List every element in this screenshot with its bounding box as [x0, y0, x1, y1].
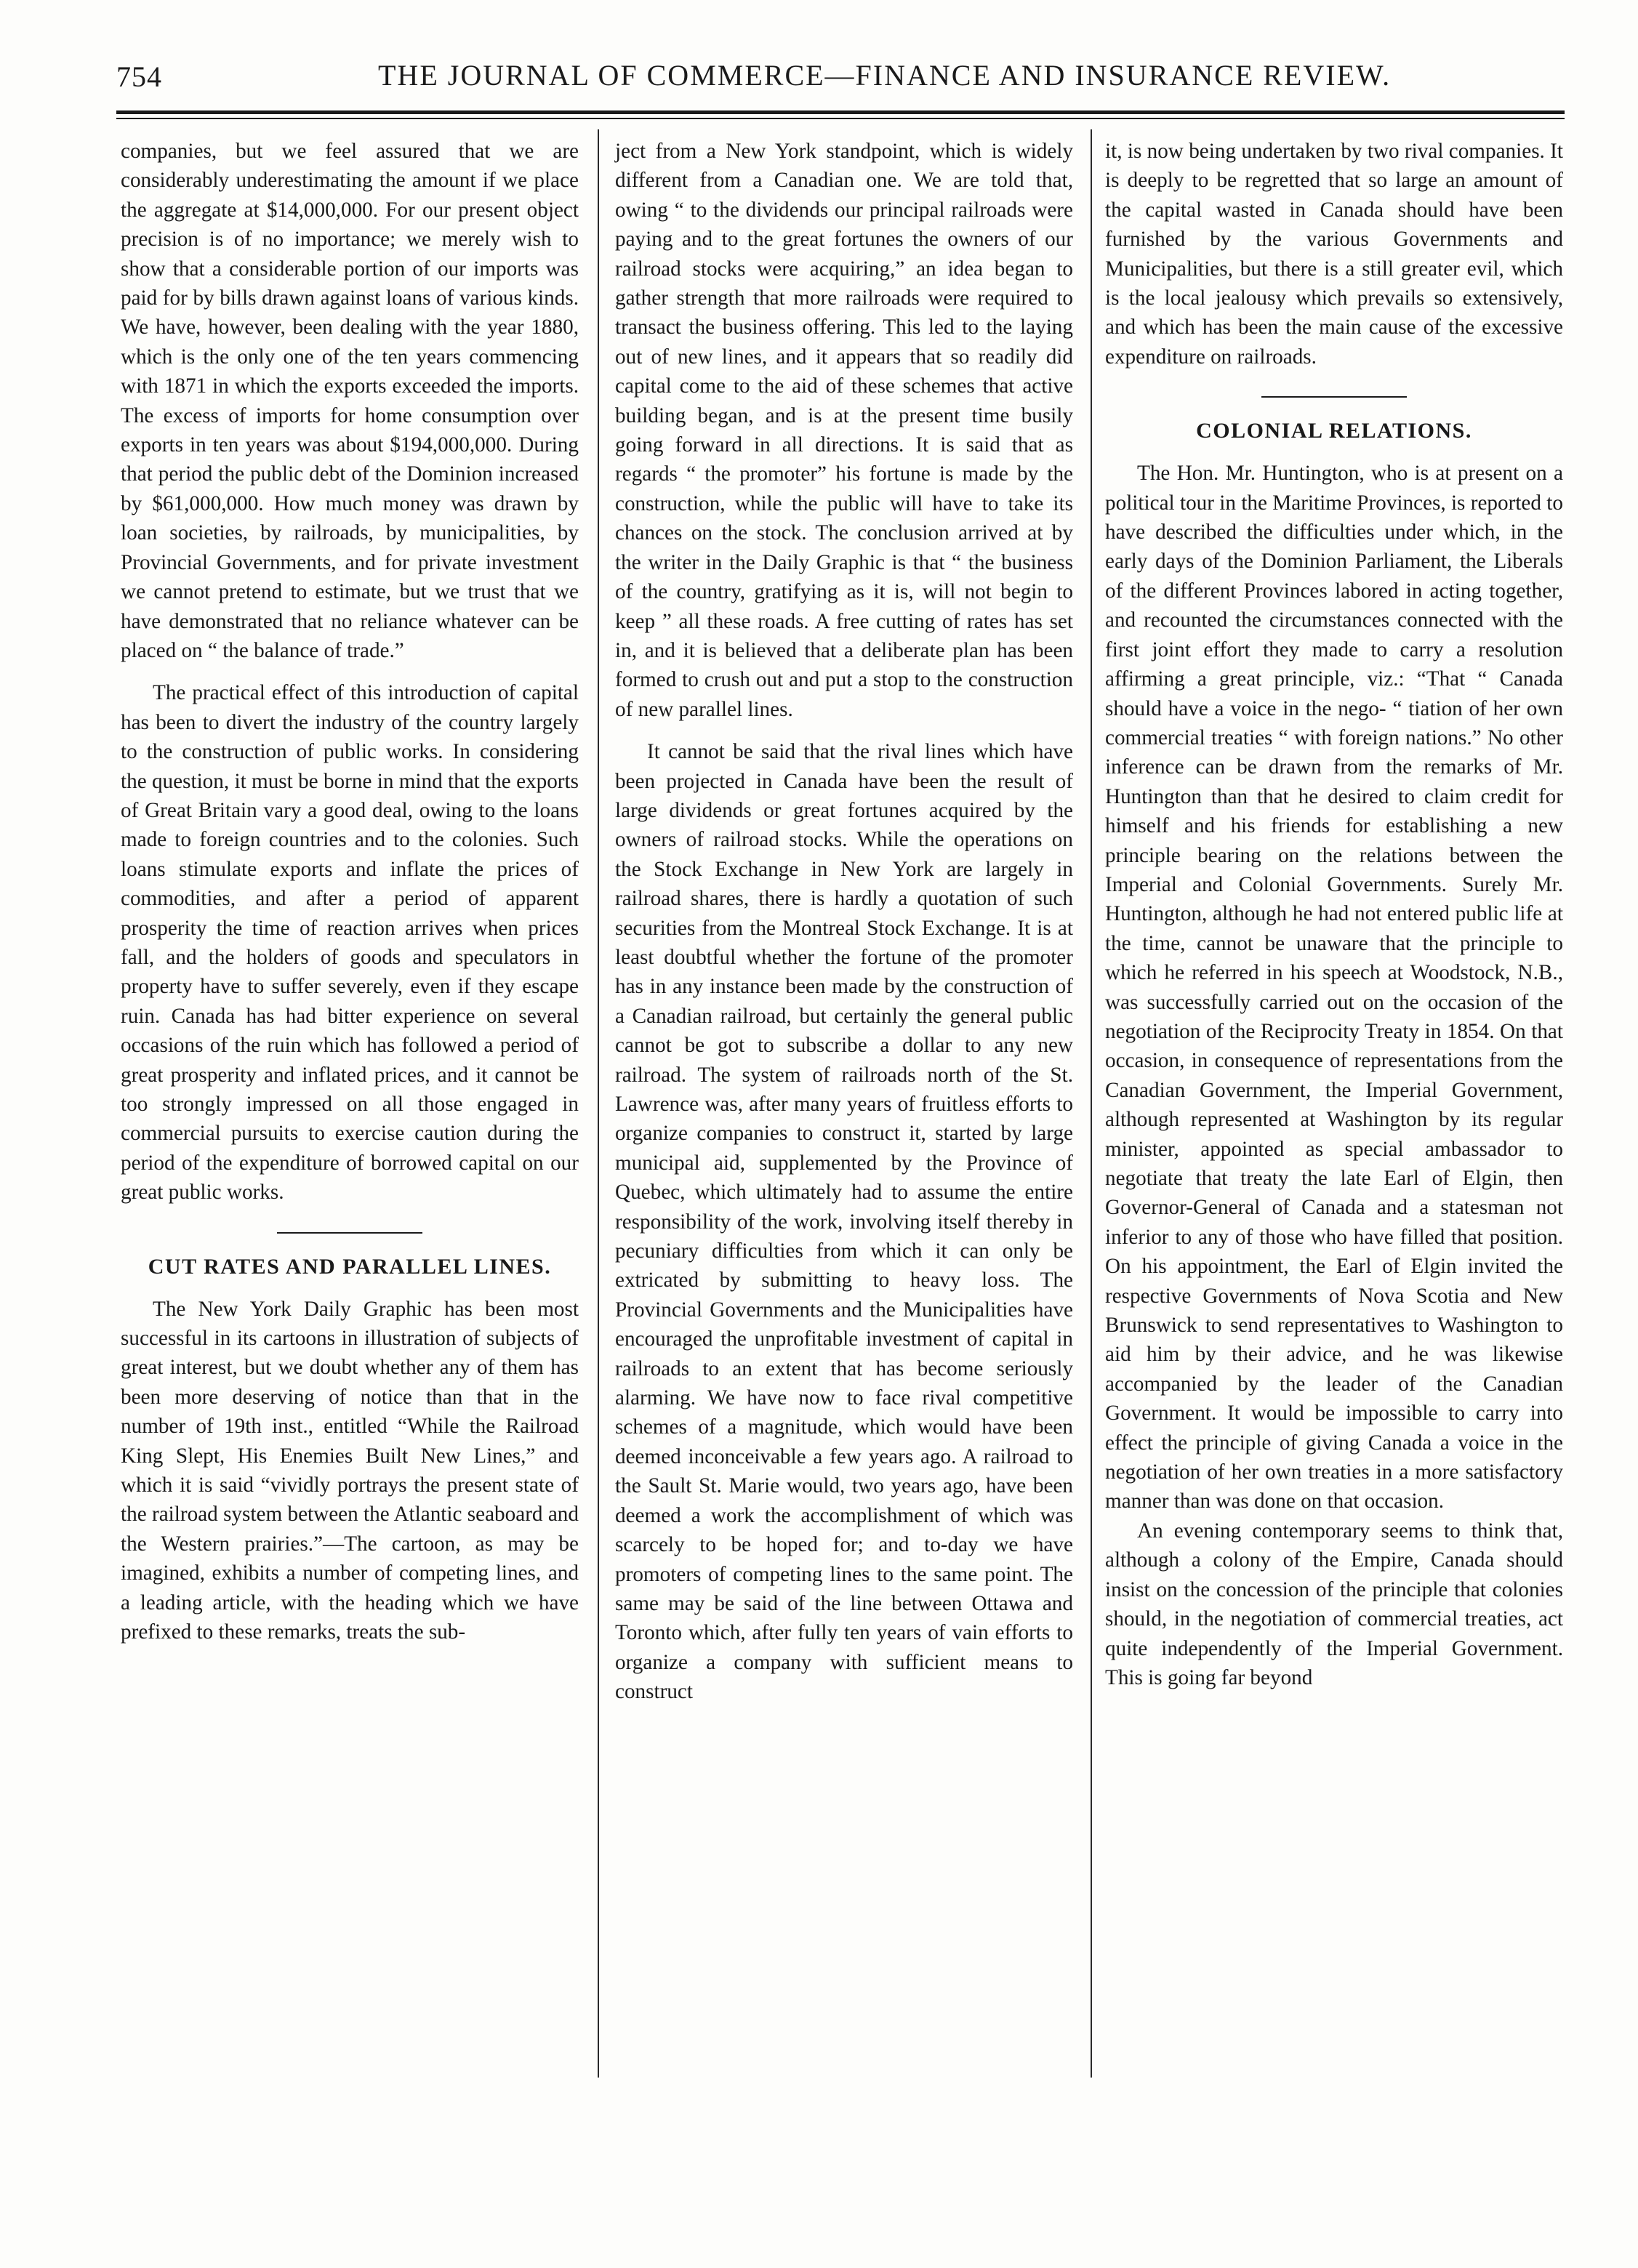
paragraph: It cannot be said that the rival lines which have been projected in Canada have been the result of large dividends or great fortunes acquired by the owners of railroad stocks. While the operations on the Stock Exchange in New York are largely in railroad shares, there is hardly a quotation of such securities from the Montreal Stock Exchange. It is at least doubtful whether the fortune of the promoter has in any instance been made by the construction of a Canadian railroad, but certainly the general public cannot be got to subscribe a dollar to any new railroad. The system of railroads north of the St. Lawrence was, after many years of fruitless efforts to organize companies to construct it, started by large municipal aid, supplemented by the Province of Quebec, which ultimately had to assume the entire responsibility of the work, involving itself thereby in pecuniary difficulties from which it can only be extricated by submitting to heavy loss. The Provincial Governments and the Municipalities have encouraged the unprofitable investment of capital in railroads to an extent that has become seriously alarming. We have now to face rival competitive schemes of a magnitude, which would have been deemed inconceivable a few years ago. A railroad to the Sault St. Marie would, two years ago, have been deemed a work the accomplishment of which was scarcely to be hoped for; and to-day we have promoters of competing lines to the same point. The same may be said of the line between Ottawa and Toronto which, after fully ten years of vain efforts to organize a company with sufficient means to construct — [615, 740, 1073, 1704]
column-divider-1 — [598, 129, 599, 2078]
column-2 — [615, 137, 1073, 1707]
paragraph: The New York Daily Graphic has been most successful in its cartoons in illustration of subjects of great interest, but we doubt whether any of them has been more deserving of notice than that in the number of 19th inst., entitled “While the Railroad King Slept, His Enemies Built New Lines,” and which it is said “vividly portrays the present state of the railroad system between the Atlantic seaboard and the Western prairies.”—The cartoon, as may be imagined, exhibits a number of competing lines, and a leading article, with the heading which we have prefixed to these remarks, treats the sub- — [121, 1297, 579, 1644]
paragraph: it, is now being undertaken by two rival companies. It is deeply to be regretted that so large an amount of the capital wasted in Canada should have been furnished by the various Governments and Municipalities, but there is a still greater evil, which is the local jealousy which prevails so extensively, and which has been the main cause of the excessive expenditure on railroads. — [1105, 140, 1563, 369]
paragraph: ject from a New York standpoint, which is widely different from a Canadian one. We are told that, owing “ to the dividends our principal railroads were paying and to the great fortunes the owners of our railroad stocks were acquiring,” an idea began to gather strength that more railroads were required to transact the business offering. This led to the laying out of new lines, and it appears that so readily did capital come to the aid of these schemes that active building began, and is at the present time busily going forward in all directions. It is said that as regards “ the promoter” his fortune is made by the construction, while the public will have to take its chances on the stock. The conclusion arrived at by the writer in the Daily Graphic is that “ the business of the country, gratifying as it is, will not begin to keep ” all these roads. A free cutting of rates has set in, and it is believed that a deliberate plan has been formed to crush out and put a stop to the construction of new parallel lines. — [615, 140, 1073, 721]
paragraph: The Hon. Mr. Huntington, who is at present on a political tour in the Maritime Provinces, is reported to have described the difficulties under which, in the early days of the Dominion Parliament, the Liberals of the different Provinces labored in acting together, and recounted the circumstances connected with the first joint effort they made to carry a resolution affirming a great principle, viz.: “That “ Canada should have a voice in the nego- “ tiation of her own commercial treaties “ with foreign nations.” No other inference can be drawn from the remarks of Mr. Huntington than that he desired to claim credit for himself and his friends for establishing a new principle bearing on the relations between the Imperial and Colonial Governments. Surely Mr. Huntington, although he had not entered public life at the time, cannot be unaware that the principle to which he referred in his speech at Woodstock, N.B., was successfully carried out on the occasion of the negotiation of the Reciprocity Treaty in 1854. On that occasion, in consequence of representations from the Canadian Government, the Imperial Government, although represented at Washington by its regular minister, appointed as special ambassador to negotiate that treaty the late Earl of Elgin, then Governor-General of Canada and a statesman not inferior to any of those who have filled that position. On his appointment, the Earl of Elgin invited the respective Governments of Nova Scotia and New Brunswick to send representatives to Washington to aid him by their advice, and he was likewise accompanied by the leader of the Canadian Government. It would be impossible to carry into effect the principle of giving Canada a voice in the negotiation of her own treaties in a more satisfactory manner than was done on that occasion. — [1105, 462, 1563, 1513]
column-divider-2 — [1091, 129, 1092, 2078]
column-1 — [121, 137, 579, 1647]
paragraph: The practical effect of this introduction of capital has been to divert the industry of the country largely to the construction of public works. In considering the question, it must be borne in mind that the exports of Great Britain vary a good deal, owing to the loans made to foreign countries and to the colonies. Such loans stimulate exports and inflate the prices of commodities, and after a period of apparent prosperity the time of reaction arrives when prices fall, and the holders of goods and speculators in property have to suffer severely, even if they escape ruin. Canada has had bitter experience on several occasions of the ruin which has followed a period of great prosperity and inflated prices, and it cannot be too strongly impressed on all those engaged in commercial pursuits to exercise caution during the period of the expenditure of borrowed capital on our great public works. — [121, 681, 579, 1205]
paragraph: companies, but we feel assured that we are considerably underestimating the amount if we place the aggregate at $14,000,000. For our present object precision is of no importance; we merely wish to show that a considerable portion of our imports was paid for by bills drawn against loans of various kinds. We have, however, been dealing with the year 1880, which is the only one of the ten years commencing with 1871 in which the exports exceeded the imports. The excess of imports for home consumption over exports in ten years was about $194,000,000. During that period the public debt of the Dominion increased by $61,000,000. How much money was drawn by loan societies, by railroads, by municipalities, by Provincial Governments, and for private investment we cannot pretend to estimate, but we trust that we have demonstrated that no reliance whatever can be placed on “ the balance of trade.” — [121, 140, 579, 662]
running-head-title: THE JOURNAL OF COMMERCE—FINANCE AND INSURANCE REVIEW. — [378, 59, 1392, 92]
header-rule-thick — [116, 110, 1565, 114]
section-heading-colonial-relations: COLONIAL RELATIONS. — [1196, 419, 1472, 443]
header-rule-thin — [116, 118, 1565, 119]
column-3 — [1105, 137, 1563, 1692]
paragraph: An evening contemporary seems to think that, although a colony of the Empire, Canada should insist on the concession of the principle that colonies should, in the negotiation of commercial treaties, act quite independently of the Imperial Government. This is going far beyond — [1105, 1519, 1563, 1689]
section-heading-cut-rates: CUT RATES AND PARALLEL LINES. — [148, 1254, 552, 1279]
page-number: 754 — [116, 60, 162, 93]
